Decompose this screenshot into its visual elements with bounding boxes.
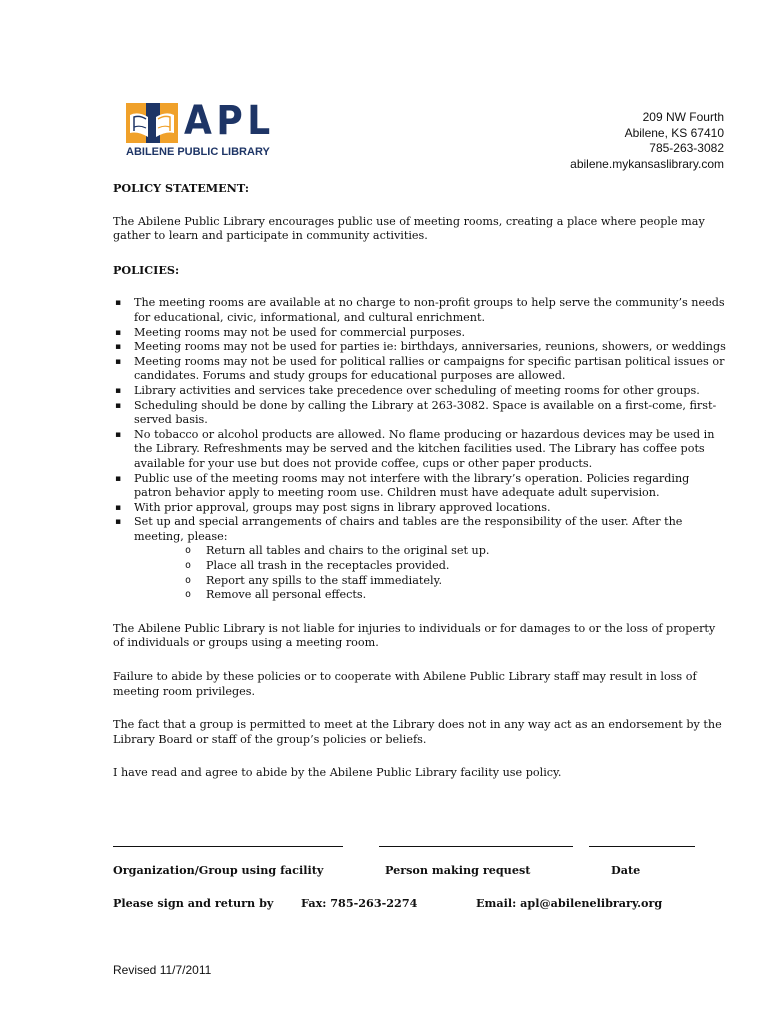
policy-item: ▪ Set up and special arrangements of chairs and tables are the responsibility of the user. After the meeting, please:: [113, 515, 728, 544]
fax-number: Fax: 785-263-2274: [301, 896, 418, 910]
after-meeting-item: o Remove all personal effects.: [185, 588, 728, 603]
date-signature-line[interactable]: [589, 834, 695, 847]
return-instruction: Please sign and return by: [113, 896, 274, 910]
revision-date: Revised 11/7/2011: [113, 963, 212, 977]
logo-subtitle: ABILENE PUBLIC LIBRARY: [126, 146, 270, 158]
book-logo-icon: [126, 103, 178, 143]
after-meeting-item: o Return all tables and chairs to the original set up.: [185, 544, 728, 559]
address-block: [570, 110, 724, 172]
website-link[interactable]: abilene.mykansaslibrary.com: [570, 156, 724, 171]
after-meeting-item: o Place all trash in the receptacles provided.: [185, 559, 728, 574]
email-address[interactable]: Email: apl@abilenelibrary.org: [476, 896, 663, 910]
city-state-zip: Abilene, KS 67410: [624, 125, 724, 140]
person-signature-line[interactable]: [379, 834, 573, 847]
policy-item: ▪ Public use of the meeting rooms may not interfere with the library’s operation. Policies regarding patron behavior apply to meeting room use. Children must have adequate adult supervision.: [113, 472, 728, 501]
policies-list: [113, 296, 728, 544]
endorsement-paragraph: The fact that a group is permitted to meet at the Library does not in any way act as an endorsement by the Library Board or staff of the group’s policies or beliefs.: [113, 718, 722, 746]
policy-item: ▪ Library activities and services take precedence over scheduling of meeting rooms for other groups.: [113, 384, 728, 399]
policy-item: ▪ Meeting rooms may not be used for parties ie: birthdays, anniversaries, reunions, showers, or weddings: [113, 340, 728, 355]
agreement-paragraph: I have read and agree to abide by the Abilene Public Library facility use policy.: [113, 766, 562, 780]
policy-item: ▪ Scheduling should be done by calling the Library at 263-3082. Space is available on a first-come, first-served basis.: [113, 399, 728, 428]
after-meeting-item: o Report any spills to the staff immediately.: [185, 574, 728, 589]
date-label: Date: [611, 863, 641, 877]
policy-item: ▪ With prior approval, groups may post signs in library approved locations.: [113, 501, 728, 516]
phone-number: 785-263-3082: [649, 141, 724, 155]
organization-label: Organization/Group using facility: [113, 863, 324, 877]
liability-paragraph: The Abilene Public Library is not liable for injuries to individuals or for damages to or the loss of property of individuals or groups using a meeting room.: [113, 621, 716, 650]
logo-text: APL: [184, 98, 275, 144]
policy-item: ▪ Meeting rooms may not be used for political rallies or campaigns for specific partisan political issues or candidates. Forums and study groups for educational purposes are allowed.: [113, 355, 728, 384]
document-body: [113, 181, 728, 781]
after-meeting-list: [113, 544, 728, 602]
signature-lines: [113, 834, 713, 850]
street-address: 209 NW Fourth: [642, 110, 724, 124]
policy-statement-text: The Abilene Public Library encourages public use of meeting rooms, creating a place where people may gather to learn and participate in community activities.: [113, 214, 705, 243]
policy-item: ▪ The meeting rooms are available at no charge to non-profit groups to help serve the community’s needs for educational, civic, informational, and cultural enrichment.: [113, 296, 728, 325]
policies-heading: POLICIES:: [113, 262, 180, 277]
policy-item: ▪ No tobacco or alcohol products are allowed. No flame producing or hazardous devices may be used in the Library. Refreshments may be served and the kitchen facilities used. The Library has coffee pots available for your use but does not provide coffee, cups or other paper products.: [113, 428, 728, 472]
person-label: Person making request: [385, 863, 531, 877]
organization-signature-line[interactable]: [113, 834, 343, 847]
failure-paragraph: Failure to abide by these policies or to cooperate with Abilene Public Library staff may result in loss of meeting room privileges.: [113, 670, 697, 698]
library-logo: [126, 98, 275, 159]
policy-item: ▪ Meeting rooms may not be used for commercial purposes.: [113, 326, 728, 341]
policy-statement-heading: POLICY STATEMENT:: [113, 181, 249, 195]
